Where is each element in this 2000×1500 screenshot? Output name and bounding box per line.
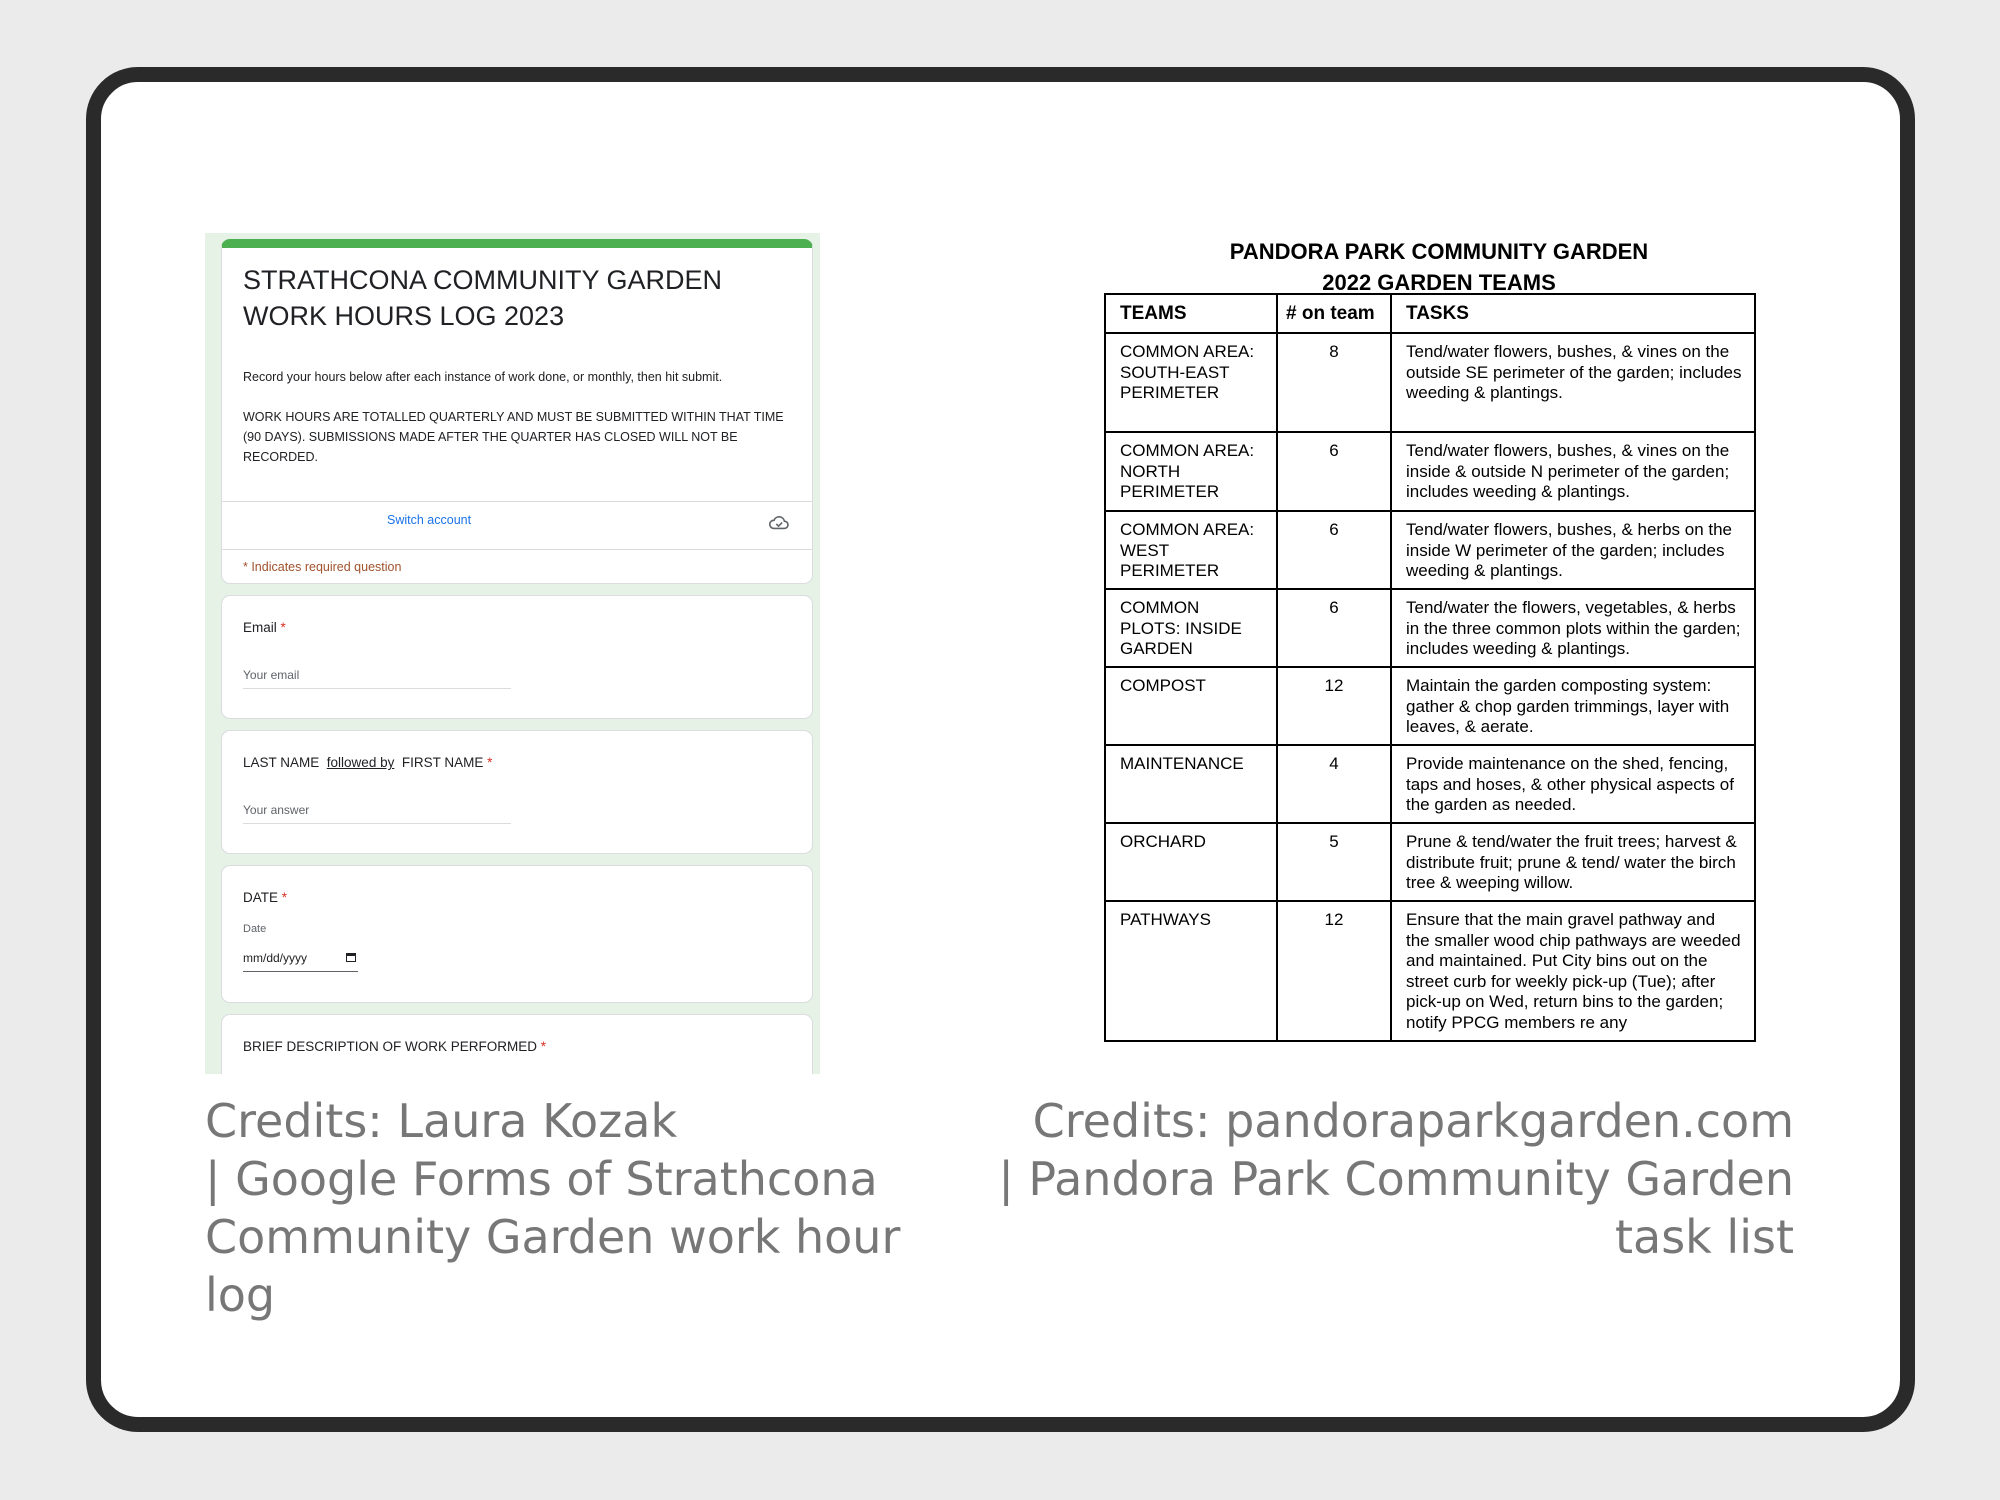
name-label-first: FIRST NAME	[401, 755, 484, 770]
team-cell: COMPOST	[1105, 667, 1277, 745]
count-cell: 8	[1277, 333, 1391, 432]
date-label	[243, 890, 287, 905]
table-row	[1105, 901, 1755, 1041]
team-cell: PATHWAYS	[1105, 901, 1277, 1041]
form-description-p2: WORK HOURS ARE TOTALLED QUARTERLY AND MUST BE SUBMITTED WITHIN THAT TIME (90 DAYS). SUBMISSIONS MADE AFTER THE QUARTER HAS CLOSED WILL NOT BE RECORDED.	[243, 410, 784, 464]
name-label-followed: followed by	[326, 755, 395, 770]
tasks-cell: Maintain the garden composting system: gather & chop garden trimmings, layer with leaves, & aerate.	[1391, 667, 1755, 745]
table-row	[1105, 511, 1755, 589]
google-form-screenshot	[205, 233, 820, 1074]
table-row	[1105, 333, 1755, 432]
name-label-last: LAST NAME	[243, 755, 320, 770]
table-row	[1105, 667, 1755, 745]
required-star: *	[487, 755, 493, 770]
switch-account-link[interactable]: Switch account	[387, 513, 472, 527]
header-count: # on team	[1277, 294, 1391, 333]
table-row	[1105, 589, 1755, 667]
email-input[interactable]: Your email	[243, 668, 511, 689]
tasks-cell: Provide maintenance on the shed, fencing, taps and hoses, & other physical aspects of the garden as needed.	[1391, 745, 1755, 823]
table-header-row	[1105, 294, 1755, 333]
email-question-card	[221, 595, 813, 719]
count-cell: 6	[1277, 432, 1391, 511]
team-cell: COMMON PLOTS: INSIDE GARDEN	[1105, 589, 1277, 667]
form-title-line2: WORK HOURS LOG 2023	[243, 301, 565, 331]
tasks-cell: Ensure that the main gravel pathway and the smaller wood chip pathways are weeded and maintained. Put City bins out on the street curb for weekly pick-up (Tue); after pick-up on Wed, return bins to the garden; notify PPCG members re any	[1391, 901, 1755, 1041]
count-cell: 4	[1277, 745, 1391, 823]
tasks-cell: Tend/water flowers, bushes, & vines on the outside SE perimeter of the garden; includes weeding & plantings.	[1391, 333, 1755, 432]
team-cell: MAINTENANCE	[1105, 745, 1277, 823]
right-caption-line3: task list	[1614, 1210, 1794, 1264]
account-row	[222, 501, 812, 550]
description-question-card	[221, 1014, 813, 1074]
garden-teams-table	[1104, 293, 1756, 1042]
table-row	[1105, 745, 1755, 823]
required-star: *	[540, 1039, 547, 1054]
form-description-p1: Record your hours below after each instance of work done, or monthly, then hit submit.	[243, 370, 723, 384]
count-cell: 5	[1277, 823, 1391, 901]
count-cell: 12	[1277, 667, 1391, 745]
left-caption-line3: Community Garden work hour log	[205, 1210, 901, 1322]
date-sublabel: Date	[243, 923, 267, 935]
tasks-cell: Tend/water flowers, bushes, & herbs on the inside W perimeter of the garden; includes weeding & plantings.	[1391, 511, 1755, 589]
date-label-text: DATE	[243, 890, 279, 905]
pandora-title-line1: PANDORA PARK COMMUNITY GARDEN	[1229, 239, 1649, 264]
team-cell: COMMON AREA: WEST PERIMETER	[1105, 511, 1277, 589]
date-input[interactable]	[243, 951, 358, 972]
date-question-card	[221, 865, 813, 1003]
pandora-title-line2: 2022 GARDEN TEAMS	[1322, 270, 1556, 295]
form-header-card	[221, 239, 813, 584]
count-cell: 12	[1277, 901, 1391, 1041]
right-caption-line1: Credits: pandoraparkgarden.com	[1032, 1094, 1794, 1148]
work-description-label-text: BRIEF DESCRIPTION OF WORK PERFORMED	[243, 1039, 538, 1054]
tasks-cell: Tend/water the flowers, vegetables, & herbs in the three common plots within the garden; includes weeding & plantings.	[1391, 589, 1755, 667]
table-row	[1105, 432, 1755, 511]
right-caption	[960, 1092, 1794, 1266]
left-caption	[205, 1092, 965, 1324]
team-cell: COMMON AREA: NORTH PERIMETER	[1105, 432, 1277, 511]
name-input[interactable]: Your answer	[243, 803, 511, 824]
count-cell: 6	[1277, 511, 1391, 589]
team-cell: COMMON AREA: SOUTH-EAST PERIMETER	[1105, 333, 1277, 432]
left-caption-line2: | Google Forms of Strathcona	[205, 1152, 878, 1206]
date-placeholder: mm/dd/yyyy	[243, 951, 308, 965]
header-tasks: TASKS	[1391, 294, 1755, 333]
form-title-line1: STRATHCONA COMMUNITY GARDEN	[243, 265, 723, 295]
team-cell: ORCHARD	[1105, 823, 1277, 901]
left-caption-line1: Credits: Laura Kozak	[205, 1094, 678, 1148]
table-row	[1105, 823, 1755, 901]
count-cell: 6	[1277, 589, 1391, 667]
email-label-text: Email	[243, 620, 277, 635]
email-label	[243, 620, 286, 635]
name-label	[243, 755, 492, 770]
form-description	[243, 367, 803, 487]
required-star: *	[281, 890, 288, 905]
form-title	[243, 262, 803, 334]
work-description-label	[243, 1039, 546, 1054]
header-teams: TEAMS	[1105, 294, 1277, 333]
tasks-cell: Tend/water flowers, bushes, & vines on the inside & outside N perimeter of the garden; includes weeding & plantings.	[1391, 432, 1755, 511]
pandora-title	[1104, 236, 1774, 298]
tasks-cell: Prune & tend/water the fruit trees; harvest & distribute fruit; prune & tend/ water the birch tree & weeping willow.	[1391, 823, 1755, 901]
name-question-card	[221, 730, 813, 854]
required-star: *	[280, 620, 286, 635]
required-note: * Indicates required question	[243, 560, 402, 574]
right-caption-line2: | Pandora Park Community Garden	[998, 1152, 1794, 1206]
calendar-icon[interactable]	[346, 952, 356, 962]
cloud-saved-icon	[768, 514, 790, 532]
